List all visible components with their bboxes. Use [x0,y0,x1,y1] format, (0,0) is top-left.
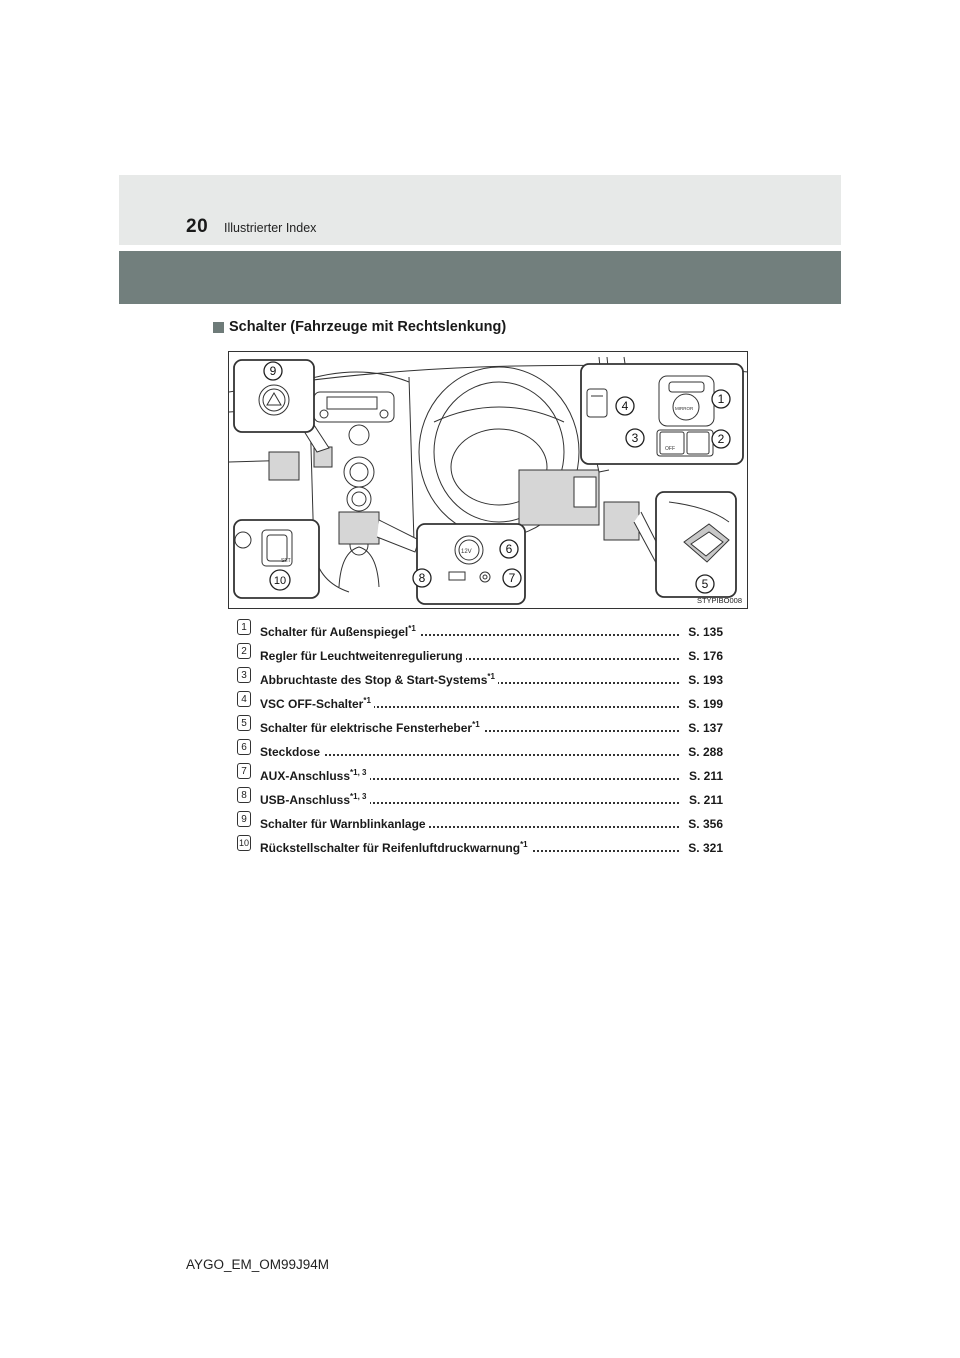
page-reference: S. 137 [685,721,723,735]
page-reference: S. 193 [685,673,723,687]
callout-10: 10 [273,575,287,587]
item-label: Steckdose [260,745,321,759]
item-number-badge: 9 [237,811,251,827]
callout-2: 2 [717,432,725,446]
header-dark-band [119,251,841,304]
item-footnote: *1, 3 [350,792,367,801]
window-switch-area [604,502,639,540]
list-item [237,811,723,831]
dashboard-drawing [229,352,748,609]
item-label: Rückstellschalter für Reifenluftdruckwarnung [260,841,521,855]
figure-code: STYPIBO008 [696,596,742,605]
list-item [237,739,723,759]
page-reference: S. 321 [685,841,723,855]
list-item [237,643,723,663]
item-footnote: *1 [363,696,371,705]
list-item [237,787,723,807]
item-number-badge: 2 [237,643,251,659]
callout-3: 3 [631,431,639,445]
item-number-badge: 4 [237,691,251,707]
page-reference: S. 199 [685,697,723,711]
socket-label: 12V [461,549,472,555]
footer-code: AYGO_EM_OM99J94M [186,1257,330,1272]
page-reference: S. 288 [685,745,723,759]
list-item [237,619,723,639]
callout-6: 6 [505,542,513,556]
list-item [237,691,723,711]
section-marker-icon [213,322,224,333]
item-footnote: *1 [408,624,416,633]
set-label: SET [281,558,291,564]
item-label: Schalter für Außenspiegel [260,625,409,639]
callout-4: 4 [621,399,629,413]
item-label: Regler für Leuchtweitenregulierung [260,649,463,663]
item-number-badge: 6 [237,739,251,755]
item-label: VSC OFF-Schalter [260,697,364,711]
console-switch-area [339,512,379,544]
chapter-title: Illustrierter Index [224,221,317,235]
item-number-badge: 8 [237,787,251,803]
callout-1: 1 [717,392,725,406]
off-label: OFF [665,446,675,452]
callout-7: 7 [508,571,516,585]
page-reference: S. 356 [685,817,723,831]
page-number: 20 [186,216,209,237]
dashboard-illustration [228,351,748,609]
callout-9: 9 [269,364,277,378]
item-number-badge: 1 [237,619,251,635]
item-label: USB-Anschluss [260,793,351,807]
inset-mirror-switches [581,364,743,464]
item-number-badge: 3 [237,667,251,683]
item-number-badge: 10 [237,835,251,851]
inset-sockets [417,524,525,604]
list-item [237,715,723,735]
item-label: Abbruchtaste des Stop & Start-Systems [260,673,488,687]
item-footnote: *1 [487,672,495,681]
mirror-label: MIRROR [675,406,694,411]
list-item [237,835,723,855]
section-title-text: Schalter (Fahrzeuge mit Rechtslenkung) [229,319,507,335]
list-item [237,763,723,783]
item-label: Schalter für elektrische Fensterheber [260,721,473,735]
item-label: AUX-Anschluss [260,769,351,783]
page-reference: S. 176 [685,649,723,663]
list-item [237,667,723,687]
callout-8: 8 [418,571,426,585]
section-title [213,319,506,335]
item-number-badge: 7 [237,763,251,779]
page-reference: S. 211 [686,769,723,783]
item-label: Schalter für Warnblinkanlage [260,817,426,831]
callout-5: 5 [701,577,709,591]
hazard-switch-area [269,452,299,480]
item-number-badge: 5 [237,715,251,731]
page-reference: S. 211 [686,793,723,807]
page-reference: S. 135 [685,625,723,639]
item-footnote: *1, 3 [350,768,367,777]
item-footnote: *1 [520,840,528,849]
item-footnote: *1 [472,720,480,729]
